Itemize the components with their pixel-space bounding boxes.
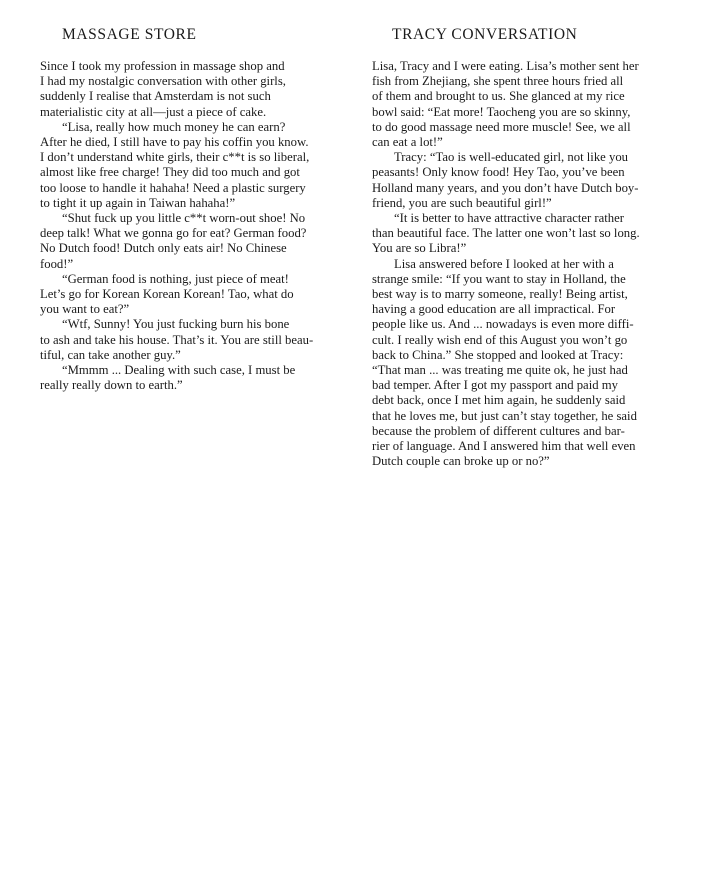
text-line: of them and brought to us. She glanced at my rice <box>372 89 625 104</box>
text-line: After he died, I still have to pay his coffin you know. <box>40 135 309 150</box>
text-line: Since I took my profession in massage shop and <box>40 59 285 73</box>
right-column-text <box>372 59 682 469</box>
text-line: because the problem of different cultures and bar- <box>372 423 625 438</box>
text-line: “Lisa, really how much money he can earn? <box>62 119 286 134</box>
text-line: Lisa answered before I looked at her with a <box>394 256 614 271</box>
text-line: strange smile: “If you want to stay in Holland, the <box>372 271 626 286</box>
text-line: best way is to marry someone, really! Being artist, <box>372 287 628 302</box>
text-line: materialistic city at all—just a piece of cake. <box>40 104 267 119</box>
text-line: bowl said: “Eat more! Taocheng you are so skinny, <box>372 104 631 119</box>
text-line: to tight it up again in Taiwan hahaha!” <box>40 195 236 210</box>
text-line: “That man ... was treating me quite ok, he just had <box>372 363 628 378</box>
text-line: to ash and take his house. That’s it. You are still beau- <box>40 332 314 347</box>
text-line: back to China.” She stopped and looked at Tracy: <box>372 347 624 362</box>
text-line: friend, you are such beautiful girl!” <box>372 195 552 210</box>
text-line: food!” <box>40 256 74 271</box>
text-line: people like us. And ... nowadays is even more diffi- <box>372 317 634 332</box>
text-line: cult. I really wish end of this August you won’t go <box>372 332 628 347</box>
text-line: suddenly I realise that Amsterdam is not such <box>40 89 271 104</box>
text-line: fish from Zhejiang, she spent three hours fried all <box>372 74 624 89</box>
text-line: debt back, once I met him again, he suddenly said <box>372 393 626 408</box>
text-line: Tracy: “Tao is well-educated girl, not like you <box>394 150 629 165</box>
text-line: Dutch couple can broke up or no?” <box>372 454 550 469</box>
text-line: almost like free charge! They did too much and got <box>40 165 300 180</box>
left-column-text <box>40 59 352 393</box>
text-line: can eat a lot!” <box>372 135 443 150</box>
text-line: than beautiful face. The latter one won’t last so long. <box>372 226 640 241</box>
text-line: Holland many years, and you don’t have Dutch boy- <box>372 180 639 195</box>
section-heading-tracy-conversation: TRACY CONVERSATION <box>392 26 578 43</box>
text-line: rier of language. And I answered him that well even <box>372 439 636 454</box>
text-line: Let’s go for Korean Korean Korean! Tao, what do <box>40 287 294 302</box>
text-line: “Wtf, Sunny! You just fucking burn his bone <box>62 317 290 332</box>
text-line: peasants! Only know food! Hey Tao, you’ve been <box>372 165 625 180</box>
text-line: too loose to handle it hahaha! Need a plastic surgery <box>40 180 306 195</box>
text-line: having a good education are all impractical. For <box>372 302 616 317</box>
section-heading-massage-store: MASSAGE STORE <box>62 26 197 43</box>
text-line: to do good massage need more muscle! See, we all <box>372 119 631 134</box>
text-line: You are so Libra!” <box>372 241 467 256</box>
text-line: bad temper. After I got my passport and paid my <box>372 378 618 393</box>
text-line: “German food is nothing, just piece of meat! <box>62 271 289 286</box>
text-line: “Mmmm ... Dealing with such case, I must be <box>62 363 296 378</box>
text-line: really really down to earth.” <box>40 378 183 393</box>
text-line: “Shut fuck up you little c**t worn-out shoe! No <box>62 211 306 226</box>
text-line: tiful, can take another guy.” <box>40 347 181 362</box>
text-line: No Dutch food! Dutch only eats air! No Chinese <box>40 241 287 256</box>
text-line: Lisa, Tracy and I were eating. Lisa’s mother sent her <box>372 59 639 73</box>
text-line: that he loves me, but just can’t stay together, he said <box>372 408 637 423</box>
text-line: you want to eat?” <box>40 302 130 317</box>
text-line: I don’t understand white girls, their c**t is so liberal, <box>40 150 310 165</box>
text-line: deep talk! What we gonna go for eat? German food? <box>40 226 307 241</box>
text-line: “It is better to have attractive character rather <box>394 211 624 226</box>
text-line: I had my nostalgic conversation with other girls, <box>40 74 286 89</box>
